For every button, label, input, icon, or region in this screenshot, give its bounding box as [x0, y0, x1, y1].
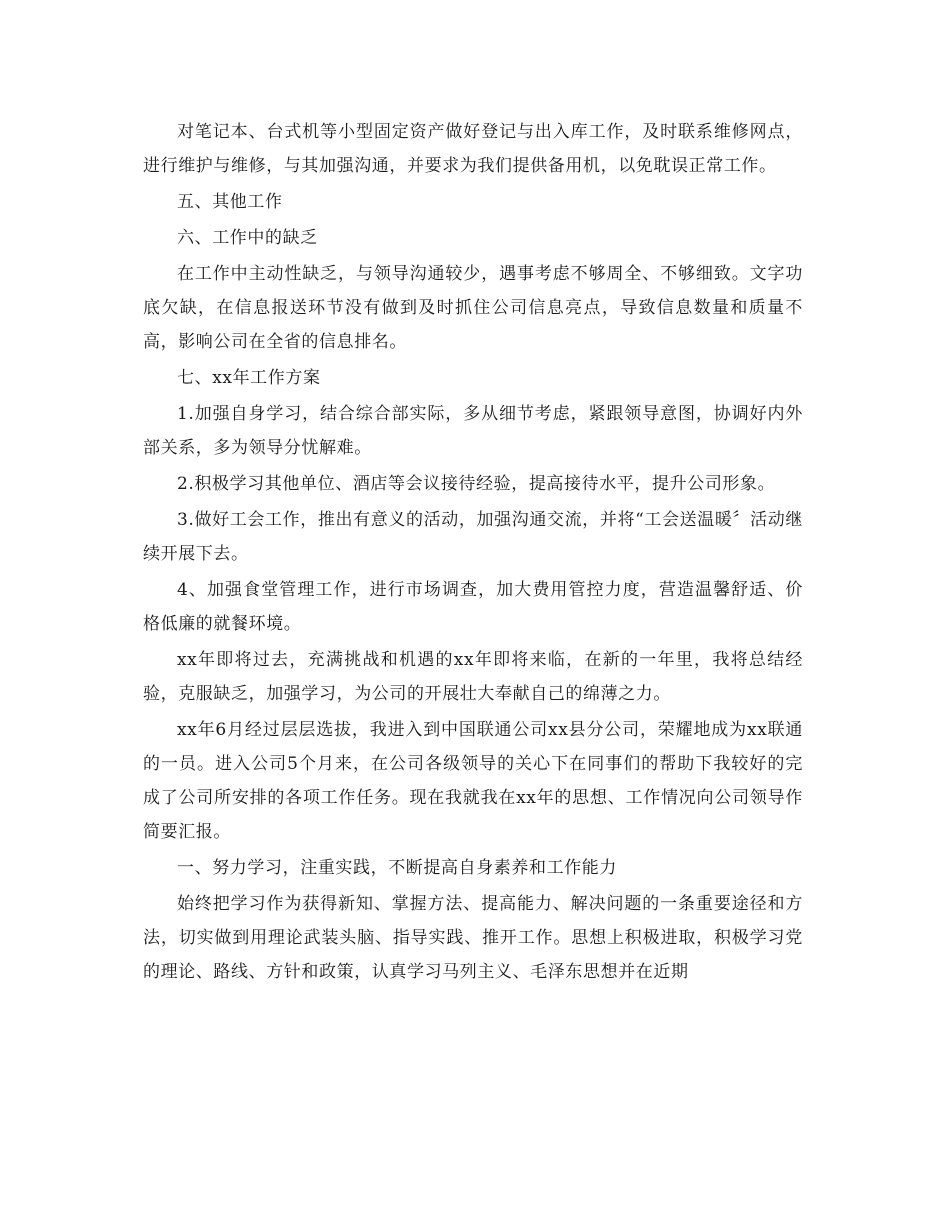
- plan-item-2: 2.积极学习其他单位、酒店等会议接待经验，提高接待水平，提升公司形象。: [177, 474, 776, 494]
- plan-item-1: 1.加强自身学习，结合综合部实际，多从细节考虑，紧跟领导意图，协调好内外部关系，多为领导分忧解难。: [143, 404, 803, 458]
- heading-work-plan: 七、xx年工作方案: [177, 368, 321, 388]
- paragraph-study-practice: 始终把学习作为获得新知、掌握方法、提高能力、解决问题的一条重要途径和方法，切实做到用理论武装头脑、指导实践、推开工作。思想上积极进取，积极学习党的理论、路线、方针和政策，认真学习马列主义、毛泽东思想并在近期: [143, 894, 803, 982]
- document-body: [143, 115, 803, 991]
- paragraph-year-outlook: xx年即将过去，充满挑战和机遇的xx年即将来临，在新的一年里，我将总结经验，克服缺乏，加强学习，为公司的开展壮大奉献自己的绵薄之力。: [143, 650, 803, 704]
- heading-study-practice: 一、努力学习，注重实践，不断提高自身素养和工作能力: [177, 858, 617, 878]
- paragraph-joining-company: xx年6月经过层层选拔，我进入到中国联通公司xx县分公司，荣耀地成为xx联通的一员。进入公司5个月来，在公司各级领导的关心下在同事们的帮助下我较好的完成了公司所安排的各项工作任务。现在我就我在xx年的思想、工作情况向公司领导作简要汇报。: [143, 720, 803, 842]
- plan-item-3: 3.做好工会工作，推出有意义的活动，加强沟通交流，并将“工会送温暖〞活动继续开展下去。: [143, 510, 803, 564]
- paragraph-asset-registration: 对笔记本、台式机等小型固定资产做好登记与出入库工作，及时联系维修网点，进行维护与维修，与其加强沟通，并要求为我们提供备用机，以免耽误正常工作。: [143, 122, 803, 176]
- plan-item-4: 4、加强食堂管理工作，进行市场调查，加大费用管控力度，营造温馨舒适、价格低廉的就餐环境。: [143, 580, 803, 634]
- heading-other-work: 五、其他工作: [177, 192, 283, 212]
- paragraph-shortcomings: 在工作中主动性缺乏，与领导沟通较少，遇事考虑不够周全、不够细致。文字功底欠缺，在信息报送环节没有做到及时抓住公司信息亮点，导致信息数量和质量不高，影响公司在全省的信息排名。: [143, 264, 803, 352]
- heading-shortcomings: 六、工作中的缺乏: [177, 228, 318, 248]
